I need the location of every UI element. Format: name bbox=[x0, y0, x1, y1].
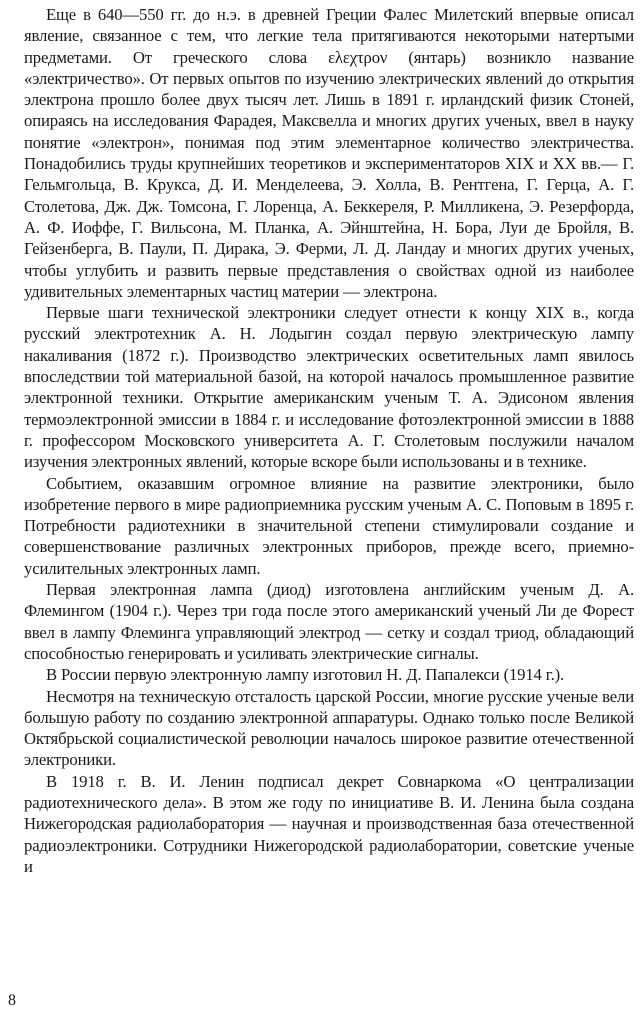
paragraph-technical-electronics: Первые шаги технической электроники следует отнести к концу XIX в., когда русский электротехник А. Н. Лодыгин создал первую электрическую лампу накаливания (1872 г.). Производство электрических осветительных ламп явилось впоследствии той материальной базой, на которой началось промышленное развитие электронной техники. Открытие американским ученым Т. А. Эдисоном явления термоэлектронной эмиссии в 1884 г. и исследование фотоэлектронной эмиссии в 1888 г. профессором Московского университета А. Г. Столетовым послужили началом изучения электронных явлений, которые вскоре были использованы и в технике. bbox=[24, 303, 634, 472]
paragraph-soviet-development: Несмотря на техническую отсталость царской России, многие русские ученые вели большую работу по созданию электронной аппаратуры. Однако только после Великой Октябрьской социалистической революции началось широкое развитие отечественной электроники. bbox=[24, 686, 634, 770]
paragraph-russia-lamp: В России первую электронную лампу изготовил Н. Д. Папалекси (1914 г.). bbox=[46, 665, 565, 685]
paragraph-lenin-decree: В 1918 г. В. И. Ленин подписал декрет Совнаркома «О централизации радиотехнического дела». В этом же году по инициативе В. И. Ленина была создана Нижегородская радиолаборатория — научная и производственная база отечественной радиоэлектроники. Сотрудники Нижегородской радиолаборатории, советские ученые и bbox=[24, 771, 634, 876]
page-text bbox=[24, 4, 634, 877]
paragraph-radio-receiver: Событием, оказавшим огромное влияние на развитие электроники, было изобретение первого в мире радиоприемника русским ученым А. С. Поповым в 1895 г. Потребности радиотехники в значительной степени стимулировали создание и совершенствование различных электронных приборов, прежде всего, приемно-усилительных электронных ламп. bbox=[24, 473, 634, 578]
paragraph-history-electron: Еще в 640—550 гг. до н.э. в древней Греции Фалес Милетский впервые описал явление, связанное с тем, что легкие тела притягиваются некоторыми натертыми предметами. От греческого слова ελεχτρον (янтарь) возникло название «электричество». От первых опытов по изучению электрических явлений до открытия электрона прошло более двух тысяч лет. Лишь в 1891 г. ирландский физик Стоней, опираясь на исследования Фарадея, Максвелла и многих других ученых, ввел в науку понятие «электрон», понимая под этим элементарное количество электричества. Понадобились труды крупнейших теоретиков и экспериментаторов XIX и XX вв.— Г. Гельмгольца, В. Крукса, Д. И. Менделеева, Э. Холла, В. Рентгена, Г. Герца, А. Г. Столетова, Дж. Дж. Томсона, Г. Лоренца, А. Беккереля, Р. Милликена, Э. Резерфорда, А. Ф. Иоффе, Г. Вильсона, М. Планка, А. Эйнштейна, Н. Бора, Луи де Бройля, В. Гейзенберга, В. Паули, П. Дирака, Э. Ферми, Л. Д. Ландау и многих других ученых, чтобы углубить и развить первые представления о свойствах одной из наиболее удивительных элементарных частиц материи — электрона. bbox=[24, 5, 634, 301]
paragraph-first-lamp: Первая электронная лампа (диод) изготовлена английским ученым Д. А. Флемингом (1904 г.). Через три года после этого американский ученый Ли де Форест ввел в лампу Флеминга управляющий электрод — сетку и создал триод, обладающий способностью генерировать и усиливать электрические сигналы. bbox=[24, 580, 634, 663]
page-number: 8 bbox=[8, 992, 16, 1009]
